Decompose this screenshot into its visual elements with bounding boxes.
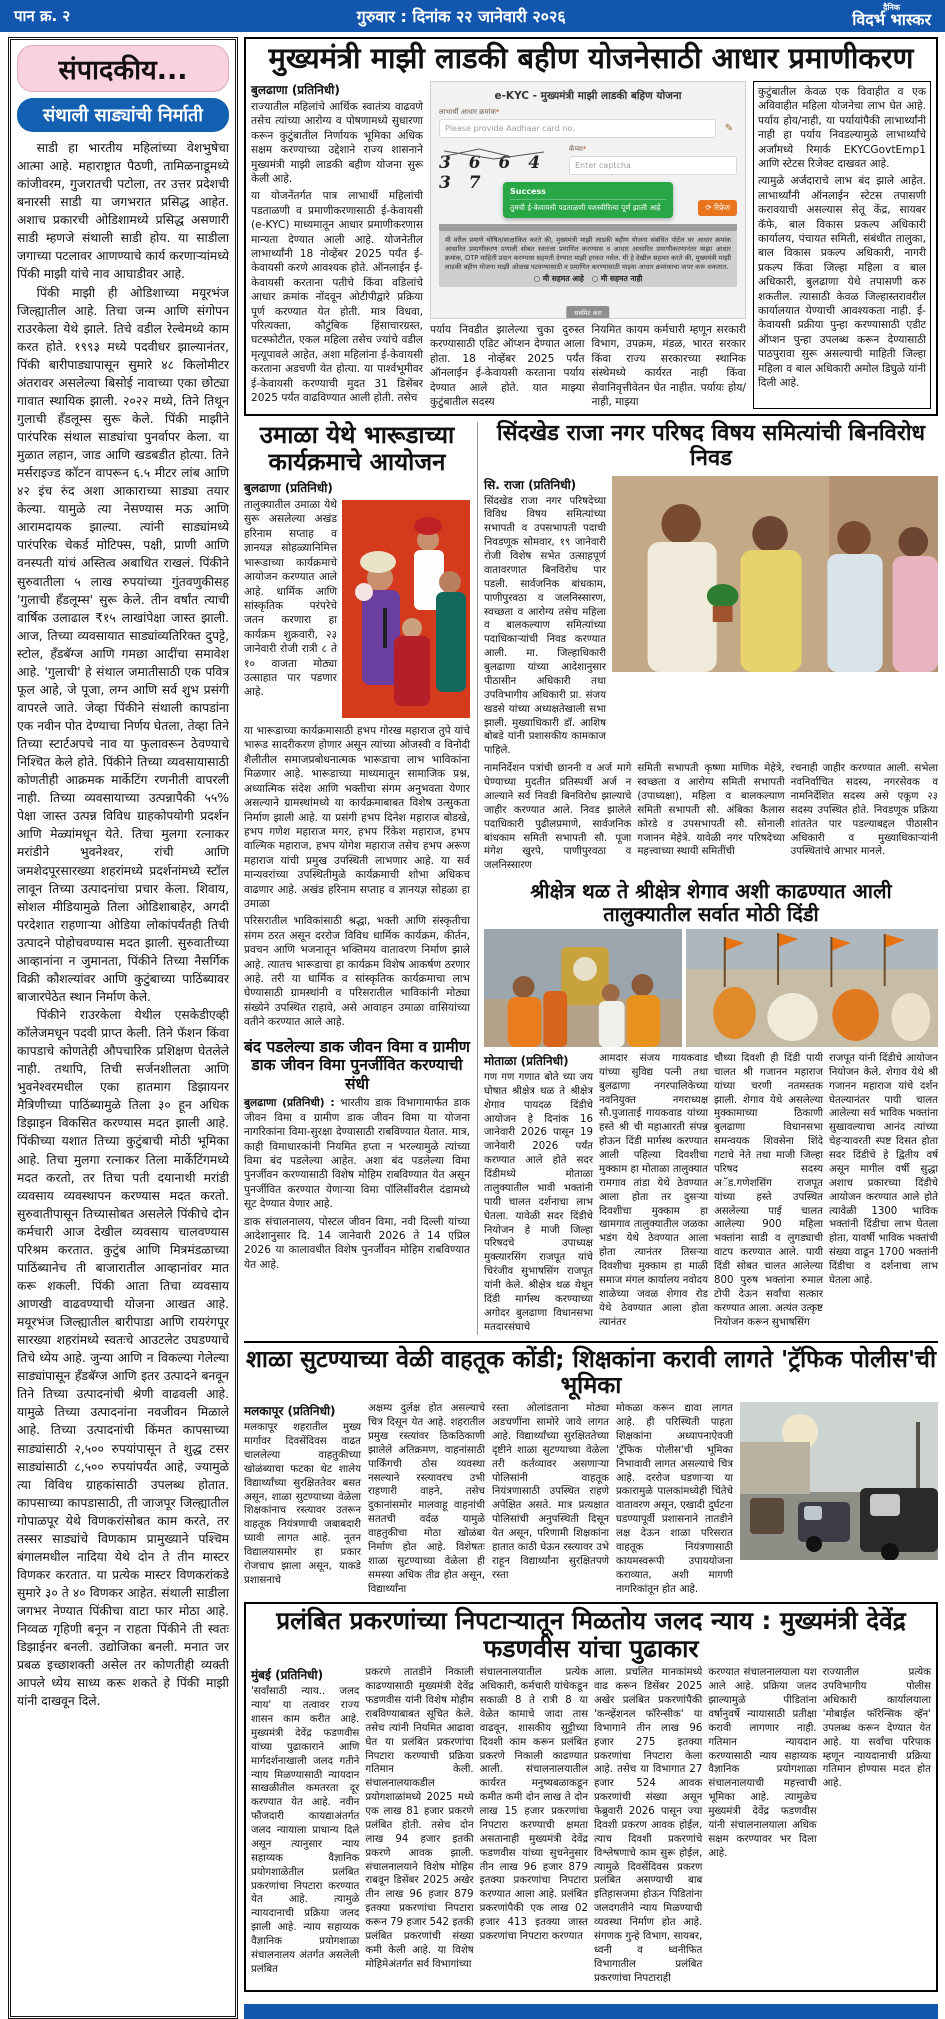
article-text: 'सर्वांसाठी न्याय.. जलद न्याय' या तत्वावर राज्य शासन काम करीत आहे. मुख्यमंत्री देवेंद्र फडणवीस यांच्या पुढाकाराने आणि मार्गदर्शनाखाली जलद गतीने न्याय मिळण्यासाठी न्यायदान साखळीतील कमतरता दूर करण्यात येत आहे. नवीन फौजदारी कायद्याअंतर्गत जलद न्यायाला प्राधान्य दिले असून त्यानुसार न्याय सहाय्यक वैज्ञानिक प्रयोगशाळेतील प्रलंबित प्रकरणांचा निपटारा करण्यात येत आहे. त्यामुळे न्यायदानाची प्रक्रिया जलद झाली आहे. न्याय सहाय्यक वैज्ञानिक प्रयोगशाळा संचालनालय अंतर्गत असलेली प्रलंबित [251,1686,360,1975]
article-text: नियमित कायम कर्मचारी म्हणून सरकारी विभाग, उपक्रम, मंडळ, भारत सरकार किंवा राज्य सरकारच्या स्थानिक संस्थेमध्ये कार्यरत नाही किंवा सेवानिवृत्तीवेतन घेत नाहीत. पर्यायः होय/नाही, माझ्या [591,323,746,408]
lead-headline: मुख्यमंत्री माझी लाडकी बहीण योजनेसाठी आधार प्रमाणीकरण [268,41,914,75]
pen-icon: ✎ [724,122,734,134]
editorial-body [17,139,229,1710]
aadhaar-input: Please provide Aadhaar card no. [439,119,716,138]
article-text: रचनाही जाहीर करण्यात आली. सभेला नवनिर्वाचित सदस्य, नगरसेवक व नामनिर्देशित सदस्य असे एकूण २३ सदस्य उपस्थित होते. निवडणूक प्रक्रिया शांततेत पार पडल्याबद्दल पीठासीन अधिकारी व मुख्याधिकाऱ्यांनी उपस्थितांचे आभार मानले. [790,763,938,858]
article-text: मोकळा करून द्यावा लागत आहे. ही परिस्थिती पाहता शिक्षकांना अध्यापनाऐवजी 'ट्रॅफिक पोलीस'ची भूमिका निभावावी लागत असल्याचे चित्र आहे. दररोज घडणाऱ्या या प्रकारामुळे पालकांमध्येही चिंतेचे वातावरण असून, एखादी दुर्घटना घडण्यापूर्वी प्रशासनाने तातडीने लक्ष देऊन शाळा परिसरात वाहतूक नियंत्रणासाठी कायमस्वरूपी उपाययोजना कराव्यात, अशी मागणी नागरिकांतून होत आहे. [616,1403,733,1595]
toast-title: Success [510,186,546,196]
bharud-headline: उमाळा येथे भारूडाच्या कार्यक्रमाचे आयोजन [259,421,455,477]
consent-radios: ○ मी सहमत आहे ○ मी सहमत नाही [533,274,643,284]
ekyc-screenshot [430,81,746,319]
masthead-title: विदर्भ भास्कर [852,10,931,29]
byline: मुंबई (प्रतिनिधी) [251,1668,324,1683]
article-text: डाक संचालनालय, पोस्टल जीवन विमा, नवी दिल्ली यांच्या आदेशानुसार दि. 14 जानेवारी 2026 ते 14 एप्रिल 2026 या कालावधीत विशेष पुनर्जीवन मोहिम राबविण्यात येत आहे. [244,1215,470,1271]
article-text: त्यामुळे अर्जदाराचे लाभ बंद झाले आहेत. लाभार्थ्यांनी ऑनलाईन स्टेटस तपासणी करावयाची असल्यास सेतू केंद्र, सायबर कॅफे, बाल विकास प्रकल्प अधिकारी कार्यालय, पंचायत समिती, संबंधीत तालुका, बाल विकास प्रकल्प अधिकारी, नागरी प्रकल्प किंवा जिल्हा महिला व बाल अधिकारी, बुलढाणा येथे तपासणी करु शकतील. त्यासाठी केवळ जिल्हास्तरावरील कार्यालयात येण्याची आवश्यकता नाही. ई-केवायसी प्रक्रीया पुन्हा करण्यासाठी एडीट ऑप्शन पुन्हा उपलब्ध करून देण्यासाठी पाठपुरावा सुरू असल्याची माहिती जिल्हा महिला व बाल अधिकारी अमोल डिघुळे यांनी दिली आहे. [758,175,926,390]
article-text: कुटुंबातील केवळ एक विवाहीत व एक अविवाहीत महिला योजनेचा लाभ घेत आहे. पर्याय होय/नाही, या पर्यायांपैकी लाभार्थ्यांनी नाही हा पर्याय निवडल्यामुळे लाभार्थ्यांचे अर्जांमध्ये रिमार्क EKYCGovtEmp1 आणि स्टेटस रिजेक्ट दाखवत आहे. [758,85,926,170]
article-text: आमदार संजय गायकवाड यांच्या सुविद्य पत्नी तथा बुलढाणा नगरपालिकेच्या नवनियुक्त नगराध्यक्ष सौ.पुजाताई गायकवाड यांच्या हस्ते श्री ची महाआरती संपन्न होऊन दिंडी मार्गस्थ करण्यात आली पहिल्या दिवशीचा मुक्काम हा मोताळा तालुक्यात रामगाव तांडा येथे ठेवण्यात आला होता तर दुसऱ्या दिवशीचा मुक्काम हा खामगाव तालुक्यातील जळका भडंग येथे ठेवण्यात आला होता त्यानंतर तिसऱ्या दिवशीचा मुक्काम हा माळी समाज मंगल कार्यालय नवोदय शाळेच्या जवळ शेगाव रोड येथे ठेवण्यात आला होता त्यानंतर [599,1052,708,1328]
masthead [852,4,931,28]
captcha-label: कॅप्चा* [569,144,587,153]
submit-button: सबमिट करा [566,306,609,319]
editorial-title: संपादकीय... [17,45,229,92]
captcha-image: 3 6 6 4 3 7 [439,145,559,193]
article-fast-justice [244,1602,938,1992]
date-line: गुरुवार : दिनांक २२ जानेवारी २०२६ [356,7,566,26]
article-text: राज्यातील महिलांचे आर्थिक स्वातंत्र्य वाढवणे तसेच त्यांच्या आरोग्य व पोषणामध्ये सुधारणा करून कुटुंबातील निर्णायक भूमिका अधिक सक्षम करण्याच्या उद्देशाने राज्य शासनाने मुख्यमंत्री माझी लाडकी बहीण योजना सुरू केली आहे. [251,100,423,185]
article-text: राजपूत यांनी दिंडीचे आयोजन नियोजन केले. शेगाव येथे श्री गजानन महाराज यांचे दर्शन घेतल्यानंतर पायी चालत आलेल्या सर्व भाविक भक्तांना सुखावल्याचा आनंद त्यांच्या चेहऱ्यावरती स्पष्ट दिसत होता सदर दिंडीचे हे द्वितीय वर्ष असून मागील वर्षी सुद्धा अशाच प्रकारच्या दिंडीचे आयोजन करण्यात आले होते त्यावेळी 1300 भाविक भक्तांनी दिंडीचा लाभ घेतला होता, यावर्षी भाविक भक्तांची संख्या वाढून 1700 भक्तांनी दिंडीचा व दर्शनाचा लाभ घेतला आहे. [829,1052,938,1286]
dindi-palkhi-photo [484,929,682,1047]
article-text: प्रकरणे तातडीने निकाली काढण्यासाठी मुख्यमंत्री देवेंद्र फडणवीस यांनी विशेष मोहीम राबविण्याबाबत सूचित केले. तसेच त्यांनी नियमित आढावा घेत या प्रलंबित प्रकरणांचा निपटारा करण्याची प्रक्रिया गतिमान केली. संचालनालयाकडील प्रयोगशाळांमध्ये 2025 मध्ये एक लाख 81 हजार प्रकरणे प्रलंबित होती. तसेच दोन लाख 94 हजार इतकी प्रकरणे आवक झाली. संचालनालयाने विशेष मोहिम राबवून डिसेंबर 2025 अखेर तीन लाख 96 हजार 879 इतक्या प्रकरणांचा निपटारा करून 79 हजार 542 इतकी प्रलंबित प्रकरणांची संख्या कमी केली आहे. या विशेष मोहिमेअंतर्गत सर्व विभागांच्या [365,1667,474,1970]
article-text: राज्यातील प्रत्येक उपविभागीय पोलीस अधिकारी कार्यालयाला 'मोबाईल फॉरेन्सिक व्हॅन' उपलब्ध करून देण्यात येत आहे. या सर्वांचा परिपाक म्हणून न्यायदानाची प्रक्रिया गतिमान होण्यास मदत होत आहे. [822,1667,931,1790]
editorial-paragraph: पिंकीने राउरकेला येथील एसकेडीएव्ही कॉलेजमधून पदवी प्राप्त केली. तिने फॅशन किंवा कापडाचे कोणतेही औपचारिक प्रशिक्षण घेतलेले नाही. तथापि, तिची सर्जनशीलता आणि भुवनेश्वरमधील एका हातमाग डिझायनर मैत्रिणीच्या पाठिंब्यामुळे तिला ३० हून अधिक डिझाइन विकसित करण्यास मदत झाली आहे. पिंकीच्या यशात तिच्या कुटुंबाची मोठी भूमिका आहे. तिचा मुलगा रत्नाकर तिला मार्केटिंगमध्ये मदत करतो, तर तिचा पती दयानाथी मरांडी व्यवसाय व्यवस्थापन करण्यास मदत करतो. सुरुवातीपासून तिच्यासोबत असलेले पिंकीचे दोन कर्मचारी आज देखील व्यवसाय चालवण्यास परिश्रम करतात. कुटुंब आणि मित्रमंडळाच्या पाठिंब्यानेच ती बाजारातील आव्हानांवर मात करू शकली. पिंकी आता तिचा व्यवसाय आणखी वाढवण्याची योजना आखत आहे. मयूरभंज जिल्ह्यातील बारीपाडा आणि रायरंगपूर सारख्या शहरांमध्ये स्वतःचे आउटलेट उघडण्याचे तिचे ध्येय आहे. जुन्या आणि न विकल्या गेलेल्या साड्यांपासून हँडबॅग्ज आणि इतर उत्पादने बनवून तिने तिच्या उत्पादनांची श्रेणी वाढवली आहे. यामुळे तिच्या उत्पादनांना नवजीवन मिळाले आहे. तिच्या उत्पादनांची किंमत कापसाच्या साड्यांसाठी २,५०० रुपयांपासून ते शुद्ध टसर साड्यांसाठी ८,५०० रुपयांपर्यंत आहे, ज्यामुळे त्या विविध ग्राहकांसाठी उपलब्ध होतात. कापसाच्या कापडासाठी, ती जाजपूर जिल्ह्यातील गोपाळपूर येथे विणकरांसोबत काम करते, तर तस्सर साड्यांचे विणकाम प्रामुख्याने पश्चिम बंगालमधील नादिया येथे दोन ते तीन मास्टर विणकर करतात. या प्रत्येक मास्टर विणकरांकडे सुमारे ३० ते ४० विणकर आहेत. संथाली साडीला जगभर नेण्यात पिंकीचा वाटा फार मोठा आहे. निव्वळ गृहिणी बनून न राहता पिंकीने ती स्वतः डिझाईनर बनली. उद्योजिका बनली. मनात जर प्रबळ इच्छाशक्ती असेल तर कोणतीही व्यक्ती आपले ध्येय साध्य करू शकते हे पिंकी माझी यांनी दाखवून दिले. [17,1008,229,1709]
article-text: चौथ्या दिवशी ही दिंडी पायी चालत श्री गजानन महाराज यांच्या चरणी नतमस्तक झाली. शेगाव येथे असलेल्या मुक्कामाच्या ठिकाणी बुलढाणा विधानसभा समन्वयक शिवसेना शिंदे गटाचे नेते तथा माजी जिल्हा परिषद सदस्य अॅड.गणेशसिंग राजपूत यांच्या हस्ते उपस्थित असलेल्या पाई चालत आलेल्या 900 महिला भक्तांना साडी व लुगड्याची वाटप करण्यात आले. पायी दिंडी सोबत चालत आलेल्या 800 पुरुष भक्तांना रुमाल टोपी देऊन सर्वांचा सत्कार करण्यात आला. अत्यंत उत्कृष्ट नियोजन करून सुभाषसिंग [714,1052,823,1328]
sindkhed-headline: सिंदखेड राजा नगर परिषद विषय समित्यांची बिनविरोध निवड [496,421,926,471]
article-text: बुलढाणा (प्रतिनिधी) : भारतीय डाक विभागामार्फत डाक जीवन विमा व ग्रामीण डाक जीवन विमा या योजना नागरिकांना विमा-सुरक्षा देण्यासाठी राबविण्यात येतात. मात्र, काही विमाधारकांनी नियमित हप्ता न भरल्यामुळे त्यांच्या विमा बंद पडलेल्या आहेत. अशा बंद पडलेल्या विमा पुनर्जीवन करण्यासाठी विशेष मोहिम राबविण्यात येत असून पुनर्जीवित करण्यात येणाऱ्या विमा पॉलिसींवरील दंडामध्ये सूट देण्यात येणार आहे. [244,1097,470,1211]
article-traffic [244,1341,938,1597]
refresh-button: ⟳ रिफ्रेश [698,200,737,216]
article-text: समिती सभापती कृष्णा माणिक मेहेत्रे, स्वच्छता व आरोग्य समिती सभापती (उपाध्यक्षा), महिला व बालकल्याण समिती सभापती सौ. अंबिका कैलास कोरडे व उपसभापती सौ. सोनाली गजानन मेहेत्रे. यावेळी नगर परिषदेच्या महत्त्वाच्या स्थायी समितींची [637,763,785,858]
footer-bar [244,2004,938,2019]
aadhaar-label: लाभार्थी आधार क्रमांक* [439,107,500,116]
editorial-paragraph: पिंकी माझी ही ओडिशाच्या मयूरभंज जिल्ह्यातील आहे. तिचा जन्म आणि संगोपन राउरकेला येथे झाले. तिचे वडील रेल्वेमध्ये काम करत होते. १९९३ मध्ये पदवीधर झाल्यानंतर, पिंकी बारीपाड्यापासून सुमारे ४८ किलोमीटर अंतरावर असलेल्या बिसोई नावाच्या एका छोट्या गावात स्थायिक झाली. २०२२ मध्ये, तिने तिथून गुलाची हँडलूम्स सुरू केले. पिंकी माझीने पारंपरिक संथाल साड्यांचा पुनर्वापर केला. या मुळात लहान, जाड आणि खडबडीत होत्या. तिने मर्सराइज्ड कॉटन वापरून ६.५ मीटर लांब आणि ४२ इंच रुंद अशा आकाराच्या साड्या तयार केल्या. यामुळे त्या नेसण्यास मऊ आणि आरामदायक झाल्या. त्यांनी साड्यांमध्ये पारंपरिक चेकर्ड मोटिफ्स, पक्षी, प्राणी आणि वनस्पती यांचं अस्तित्व अबाधित राखलं. पिंकीने सुरुवातीला ५ लाख रुपयांच्या गुंतवणुकीसह 'गुलाची हँडलूम्स' सुरू केले. तीन वर्षांत त्याची वार्षिक उलाढाल ₹१५ लाखांपेक्षा जास्त झाली. आज, तिच्या व्यवसायात साड्यांव्यतिरिक्त दुपट्टे, स्टोल, हँडबॅग्ज आणि गमछा आदींचा समावेश आहे. 'गुलाची' हे संथाल जमातीसाठी एक पवित्र फूल आहे, जे पूजा, लग्न आणि सर्व शुभ प्रसंगी वापरले जाते. जेव्हा पिंकीने संथाली कापडांना एक नवीन पोत देण्याचा निर्णय घेतला, तेव्हा तिने तिच्या स्टार्टअपचे नाव या फुलावरून ठेवण्याचे निश्चित केले होते. पिंकीने तिच्या व्यवसायासाठी कोणतीही आक्रमक मार्केटिंग रणनीती वापरली नाही. तिच्या व्यवसायाच्या उत्पन्नापैकी ५५% पेक्षा जास्त उत्पन्न विविध ग्राहकोपयोगी प्रदर्शन आणि मेळ्यांमधून येते. तिचा मुलगा रत्नाकर मरांडीने भुवनेश्वर, रांची आणि जमशेदपूरसारख्या शहरांमध्ये प्रदर्शनांमध्ये स्टॉल लावून तिच्या उत्पादनांचा प्रचार केला. शिवाय, सोशल मीडियामुळे तिला ओडिशाबाहेर, अगदी परदेशात राहणाऱ्या ओडिया लोकांपर्यंतही तिची उत्पादने पोहोचवण्यास मदत झाली. सुरुवातीच्या आव्हानांना न जुमानता, पिंकीने तिच्या नैसर्गिक विक्री कौशल्यांवर आणि कुटुंबाच्या पाठिंब्यावर बाजारपेठेत स्थान निर्माण केले. [17,285,229,1004]
declaration-box [439,224,737,288]
byline: सि. राजा (प्रतिनिधी) [484,477,577,492]
article-dindi [484,880,938,1334]
article-bharud [244,422,470,1029]
traffic-headline: शाळा सुटण्याच्या वेळी वाहतूक कोंडी; शिक्षकांना करावी लागते 'ट्रॅफिक पोलीस'ची भूमिका [244,1341,938,1399]
article-text: या योजनेंतर्गत पात्र लाभार्थी महिलांची पडताळणी व प्रमाणीकरणासाठी ई-केवायसी (e-KYC) माध्यमातून आधार प्रमाणीकरणास मान्यता देण्यात आली आहे. योजनेतील लाभार्थ्यांनी 18 नोव्हेंबर 2025 पर्यंत ई-केवायसी करणे आवश्यक होते. ऑनलाईन ई-केवायसी करताना पतीचे किंवा वडिलांचे आधार क्रमांक नोंदवून ओटीपीद्वारे प्रक्रिया पूर्ण करण्यात येत होती. मात्र विधवा, परित्यक्ता, कौटुंबिक हिंसाचारग्रस्त, घटस्फोटीत, एकल महिला तसेच ज्यांचे वडील मृत्यूपावले आहेत, अशा महिलांना ई-केवायसी करताना अडचणी येत होत्या. या पार्श्वभूमीवर ई-केवायसी करण्याची मुदत 31 डिसेंबर 2025 पर्यंत वाढविण्यात आली होती. तसेच [251,190,423,405]
article-ladki-bahin [244,37,938,416]
main-content [244,37,938,2019]
byline: मलकापूर (प्रतिनिधी) [244,1404,336,1419]
article-text: पर्याय निवडीत झालेल्या चुका दुरुस्त करण्यासाठी एडिट ऑप्शन देण्यात आला होता. 18 नोव्हेंबर 2025 पर्यंत ऑनलाईन ई-केवायसी करताना पर्याय देण्यात आले होते. यात माझ्या कुटुंबातील सदस्य [430,323,585,408]
byline: बुलढाणा (प्रतिनिधी) [251,82,340,97]
editorial-subtitle: संथाली साड्यांची निर्माती [17,98,229,132]
article-text: या भारूडाच्या कार्यक्रमासाठी हभप गोरख महाराज तुपे यांचे भारूड सादरीकरण होणार असून त्यांच्या ओजस्वी व विनोदी शैलीतील समाजप्रबोधनात्मक भारूडाचा लाभ भाविकांना मिळणार आहे. भारूडाच्या माध्यमातून सामाजिक प्रश्न, अध्यात्मिक संदेश आणि भक्तीचा संगम अनुभवता येणार असल्याने ग्रामस्थांमध्ये या कार्यक्रमाबाबत विशेष उत्सुकता निर्माण झाली आहे. या प्रसंगी हभप दिनेश महाराज बोडखे, हभप गणेश महाराज मगर, हभप रिंकेश महाराज, हभप वाल्मिक महाराज, हभप योगेश महाराज तसेच हभप अरूण महाराज यांची प्रमुख उपस्थिती लाभणार आहे. या सर्व मान्यवरांच्या उपस्थितीमुळे कार्यक्रमाची शोभा अधिकच वाढणार आहे. अखंड हरिनाम सप्ताह व ज्ञानयज्ञ सोहळा हा उमाळा [244,725,470,910]
page-header-bar [0,0,945,32]
article-text: करण्यात संचालनालयाला यश आले आहे. प्रक्रिया जलद झाल्यामुळे पीडितांना वर्षानुवर्षे न्यायासाठी प्रतीक्षा करावी लागणार नाही. गतिमान न्यायदान करण्यासाठी न्याय सहाय्यक वैज्ञानिक प्रयोगशाळा संचालनालयाची महत्त्वाची भूमिका आहे. त्यामुळेच मुख्यमंत्री देवेंद्र फडणवीस यांनी संचालनालयाला अधिक सक्षम करण्यावर भर दिला आहे. [708,1667,817,1859]
editorial-column [8,37,238,2019]
article-text: अक्षम्य दुर्लक्ष होत असल्याचे चित्र दिसून येत आहे. शहरातील प्रमुख रस्त्यांवर ठिकठिकाणी झालेले अतिक्रमण, वाहनांसाठी पार्किंगची ठोस व्यवस्था नसल्याने रस्त्यावरच उभी राहणारी वाहने, तसेच दुकानांसमोर मालवाहू वाहनांची सततची वर्दळ यामुळे वाहतुकीचा मोठा खोळंबा निर्माण होत आहे. विशेषतः शाळा सुटण्याच्या वेळेला ही समस्या अधिक तीव्र होत असून, विद्यार्थ्यांना [368,1403,485,1595]
ekyc-title: e-KYC - मुख्यमंत्री माझी लाडकी बहिण योजना [494,89,682,102]
masthead-daily-label: दैनिक [883,3,901,12]
article-postal-insurance [244,1038,470,1273]
parishad-group-photo [612,476,938,672]
dindi-crowd-photo [686,929,938,1047]
byline: बुलढाणा (प्रतिनिधी) : [244,1097,335,1110]
justice-headline: प्रलंबित प्रकरणांच्या निपटाऱ्यातून मिळतोय जलद न्याय : मुख्यमंत्री देवेंद्र फडणवीस यांचा पुढाकार [276,1606,906,1663]
article-text: गण गण गणात बोते च्या जय घोषात श्रीक्षेत्र थळ ते श्रीक्षेत्र शेगाव पायदळ दिंडीचे आयोजन हे दिनांक 16 जानेवारी 2026 पासून 19 जानेवारी 2026 पर्यंत करण्यात आले होते सदर दिंडीमध्ये मोताळा तालुक्यातील भावी भक्तांनी पायी चालत दर्शनाचा लाभ घेतला. यावेळी सदर दिंडीचे नियोजन हे माजी जिल्हा परिषदचे उपाध्यक्ष मुक्त्यारसिंग राजपूत यांचे चिरंजीव सुभाषसिंग राजपूत यांनी केले. श्रीक्षेत्र थळ येथून दिंडी मार्गस्थ करण्याच्या अगोदर बुलढाणा विधानसभा मतदारसंघाचे [484,1071,593,1333]
toast-message: तुमची ई-केवायसी पडताळणी यशस्वीरित्या पूर्ण झाली आहे [510,199,666,213]
article-text: आला. प्रचलित मानकांमध्ये वाढ करून डिसेंबर 2025 अखेर प्रलंबित प्रकरणांपैकी 'कन्व्हेंशनल फॉरेन्सीक' या विभागाने तीन लाख 96 हजार 275 इतक्या प्रकरणांचा निपटारा केला आहे. तसेच या विभागात 27 हजार 524 आवक प्रकरणांची संख्या असून फेब्रुवारी 2026 पासून ज्या दिवशी प्रकरण आवक होईल, त्याच दिवशी प्रकरणांचे विश्लेषणाचे काम सुरू होईल, त्यामुळे दिवसेंदिवस प्रकरण प्रलंबित असण्याची बाब इतिहासजमा होऊन पिडितांना जलदगतीने न्याय मिळण्याची व्यवस्था निर्माण होत आहे. संगणक गुन्हे विभाग, सायबर, ध्वनी व ध्वनीफित विभागातील प्रलंबित प्रकरणांचा निपटाराही [593,1667,703,1984]
success-toast [503,182,673,218]
byline: बुलढाणा (प्रतिनिधी) [244,481,333,496]
declaration-text: मी वरील प्रमाणे घोषित/साक्षांकित करते की, मुख्यमंत्री माझी लाडकी बहीण योजना संबंधित पोर्टल वर आधार क्रमांक आधारित प्रमाणीकरण प्रणाली सोबत स्वतःला प्रमाणित करण्यास व आधार आधारित प्रमाणीकरणानंतर माझा आधार क्रमांक, OTP माहिती प्रदान करण्यास सहमती देण्यात माझी हरकत नसेल. मी हे देखील सहमत करते की, मुख्यमंत्री माझी लाडकी बहीण योजना माझी ओळख पटवण्यासाठी व प्रमाणित करण्यासाठी माझ्या आधार क्रमांकाचा वापर करू शकतात. [445,235,731,271]
traffic-jam-photo [740,1402,938,1560]
article-text: संचालनालयातील प्रत्येक अधिकारी, कर्मचारी यांचेकडून सकाळी 8 ते रात्री 8 या वेळेत कामाचे जादा तास वाढवून, शासकीय सुट्टीच्या दिवशी काम करून प्रलंबित प्रकरणे निकाली काढण्यात आली. संचालनालयातील कार्यरत मनुष्यबळाकडून कमीत कमी दोन लाख ते दोन लाख 15 हजार प्रकरणांचा निपटारा करण्याची क्षमता असतानाही मुख्यमंत्री देवेंद्र फडणवीस यांच्या सुचनेनुसार तीन लाख 96 हजार 879 इतक्या प्रकरणांचा निपटारा करण्यात आला आहे. प्रलंबित प्रकरणांपैकी एक लाख 02 हजार 413 इतक्या जास्त प्रकरणांचा निपटारा करण्यात [479,1667,588,1942]
article-sindkhed-raja [484,422,938,873]
article-text: रस्ता ओलांडताना मोठ्या अडचणींना सामोरे जावे लागत आहे. विद्यार्थ्यांच्या सुरक्षिततेच्या दृष्टीने शाळा सुटण्याच्या वेळेला तरी कर्तव्यावर असणाऱ्या पोलिसांनी वाहतूक नियंत्रणासाठी उपस्थित राहणे अपेक्षित असते. मात्र प्रत्यक्षात पोलिसांची अनुपस्थिती दिसून येत असून, परिणामी शिक्षकांना हातात काठी घेऊन रस्त्यावर उभे राहून विद्यार्थ्यांना सुरक्षितपणे रस्ता [492,1403,609,1581]
dindi-headline: श्रीक्षेत्र थळ ते श्रीक्षेत्र शेगाव अशी काढण्यात आली तालुक्यातील सर्वात मोठी दिंडी [530,879,892,926]
article-text: नामनिर्देशन पत्रांची छाननी व अर्ज मागे घेण्याच्या मुदतीत प्रतिस्पर्धी अर्ज न आल्याने सर्व निवडी बिनविरोध झाल्याचे जाहीर करण्यात आले. निवड झालेले पदाधिकारी पुढीलप्रमाणे, सार्वजनिक बांधकाम समिती सभापती सौ. पूजा मंगेश खुरपे, पाणीपुरवठा व जलनिस्सारण [484,763,632,872]
bharud-performers-photo [342,500,470,718]
byline: मोताळा (प्रतिनिधी) [484,1053,569,1068]
article-text: तालुक्यातील उमाळा येथे सुरू असलेल्या अखंड हरिनाम सप्ताह व ज्ञानयज्ञ सोहळ्यानिमित्त भारूडाच्या कार्यक्रमाचे आयोजन करण्यात आले आहे. धार्मिक आणि सांस्कृतिक परंपरेचे जतन करणारा हा कार्यक्रम शुक्रवारी, २३ जानेवारी रोजी रात्री ८ ते १० वाजता मोठ्या उत्साहात पार पडणार आहे. [244,499,337,699]
article-text: सिंदखेड राजा नगर परिषदेच्या विविध विषय समित्यांच्या सभापती व उपसभापती पदाची निवडणूक सोमवार, १९ जानेवारी रोजी विशेष सभेत उत्साहपूर्ण वातावरणात बिनविरोध पार पडली. सार्वजनिक बांधकाम, पाणीपुरवठा व जलनिस्सारण, स्वच्छता व आरोग्य तसेच महिला व बालकल्याण समित्यांच्या पदाधिकाऱ्यांची निवड करण्यात आली. मा. जिल्हाधिकारी बुलढाणा यांच्या आदेशानुसार पीठासीन अधिकारी तथा उपविभागीय अधिकारी प्रा. संजय खडसे यांच्या अध्यक्षतेखाली सभा झाली. मुख्याधिकारी डॉ. आशिष बोबडे यांनी प्रशासकीय कामकाज पाहिले. [484,495,606,757]
article-text: परिसरातील भाविकांसाठी श्रद्धा, भक्ती आणि संस्कृतीचा संगम ठरत असून दररोज विविध धार्मिक कार्यक्रम, कीर्तन, प्रवचन आणि भजनातून भक्तिमय वातावरण निर्माण झाले आहे. त्यातच भारूडाचा हा कार्यक्रम विशेष आकर्षण ठरणार आहे. तरी या धार्मिक व सांस्कृतिक कार्यक्रमाचा लाभ घेण्यासाठी ग्रामस्थांनी व परिसरातील भाविकांनी मोठ्या संख्येने उपस्थित राहावे, असे आवाहन उमाळा वासियांच्या वतीने करण्यात आले आहे. [244,915,470,1029]
article-text: मलकापूर शहरातील मुख्य मार्गावर दिवसेंदिवस वाढत चाललेल्या वाहतुकीच्या खोळंब्याचा फटका थेट शालेय विद्यार्थ्यांच्या सुरक्षिततेवर बसत असून, शाळा सुटण्याच्या वेळेला शिक्षकांनाच रस्त्यावर उतरून वाहतूक नियंत्रणाची जबाबदारी घ्यावी लागत आहे. नूतन विद्यालयासमोर हा प्रकार रोजचाच झाला असून, याकडे प्रशासनाचे [244,1422,361,1586]
page-number: पान क्र. २ [14,7,71,25]
postal-headline: बंद पडलेल्या डाक जीवन विमा व ग्रामीण डाक जीवन विमा पुनर्जीवित करण्याची संधी [244,1037,470,1093]
captcha-scribble [439,147,549,161]
editorial-paragraph: साडी हा भारतीय महिलांच्या वेशभुषेचा आत्मा आहे. महाराष्ट्रात पैठणी, तामिळनाडूमध्ये कांजीवरम, गुजरातची पटोला, तर उत्तर प्रदेशची बनारसी साडी या जगभरात प्रसिद्ध आहेत. अशाच प्रकारची ओडिशामध्ये प्रसिद्ध असणारी साडी म्हणजे संथाली साडी होय. या साडीला जगाच्या पटलावर आणण्याचे कार्य करणाऱ्यांमध्ये पिंकी माझी यांचे नाव आघाडीवर आहे. [17,141,229,282]
captcha-input: Enter captcha [569,156,737,175]
